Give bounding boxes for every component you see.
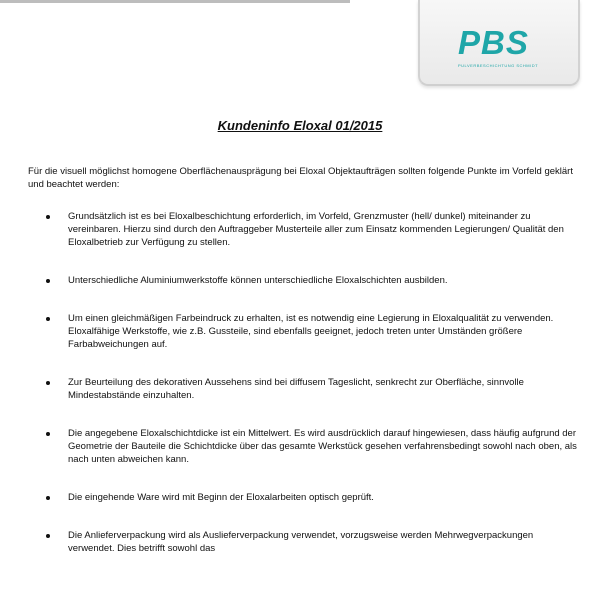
list-item: [28, 491, 578, 504]
list-item: [28, 427, 578, 466]
top-rule: [0, 0, 350, 3]
bullet-icon: [46, 381, 50, 385]
bullet-icon: [46, 534, 50, 538]
bullet-icon: [46, 215, 50, 219]
list-item: [28, 210, 578, 249]
document-title: Kundeninfo Eloxal 01/2015: [217, 118, 383, 133]
intro-paragraph: Für die visuell möglichst homogene Oberflächenausprägung bei Eloxal Objektaufträgen sollten folgende Punkte im Vorfeld geklärt und beachtet werden:: [28, 166, 573, 190]
list-item: [28, 529, 578, 555]
bullet-icon: [46, 279, 50, 283]
bullet-icon: [46, 496, 50, 500]
list-item-text: Zur Beurteilung des dekorativen Aussehens sind bei diffusem Tageslicht, senkrecht zur Oberfläche, sinnvolle Mindestabstände einzuhalten.: [68, 377, 524, 401]
bullet-list: [28, 210, 578, 580]
list-item: [28, 376, 578, 402]
list-item-text: Um einen gleichmäßigen Farbeindruck zu erhalten, ist es notwendig eine Legierung in Eloxalqualität zu verwenden. Eloxalfähige Werkstoffe, wie z.B. Gussteile, sind ebenfalls geeignet, jedoch treten unter Umständen größere Farbabweichungen auf.: [68, 313, 554, 350]
list-item-text: Unterschiedliche Aluminiumwerkstoffe können unterschiedliche Eloxalschichten ausbilden.: [68, 275, 448, 286]
list-item: [28, 274, 578, 287]
list-item-text: Die Anlieferverpackung wird als Auslieferverpackung verwendet, vorzugsweise werden Mehrwegverpackungen verwendet. Dies betrifft sowohl das: [68, 530, 534, 554]
bullet-icon: [46, 432, 50, 436]
logo-wordmark: PBS: [458, 24, 529, 61]
list-item-text: Die angegebene Eloxalschichtdicke ist ein Mittelwert. Es wird ausdrücklich darauf hingewiesen, dass häufig aufgrund der Geometrie der Bauteile die Schichtdicke über das gesamte Werkstück gesehen verfahrensbedingt sowohl nach oben, als nach unten abweichen kann.: [68, 428, 577, 465]
bullet-icon: [46, 317, 50, 321]
list-item-text: Grundsätzlich ist es bei Eloxalbeschichtung erforderlich, im Vorfeld, Grenzmuster (hell/ dunkel) miteinander zu vereinbaren. Hierzu sind durch den Auftraggeber Musterteile aller zum Einsatz kommenden Legierungen/ Qualität den Eloxalbetrieb zur Verfügung zu stellen.: [68, 211, 564, 248]
company-logo: [418, 0, 580, 86]
list-item-text: Die eingehende Ware wird mit Beginn der Eloxalarbeiten optisch geprüft.: [68, 492, 374, 503]
list-item: [28, 312, 578, 351]
logo-tagline: PULVERBESCHICHTUNG SCHMIDT: [458, 63, 539, 68]
